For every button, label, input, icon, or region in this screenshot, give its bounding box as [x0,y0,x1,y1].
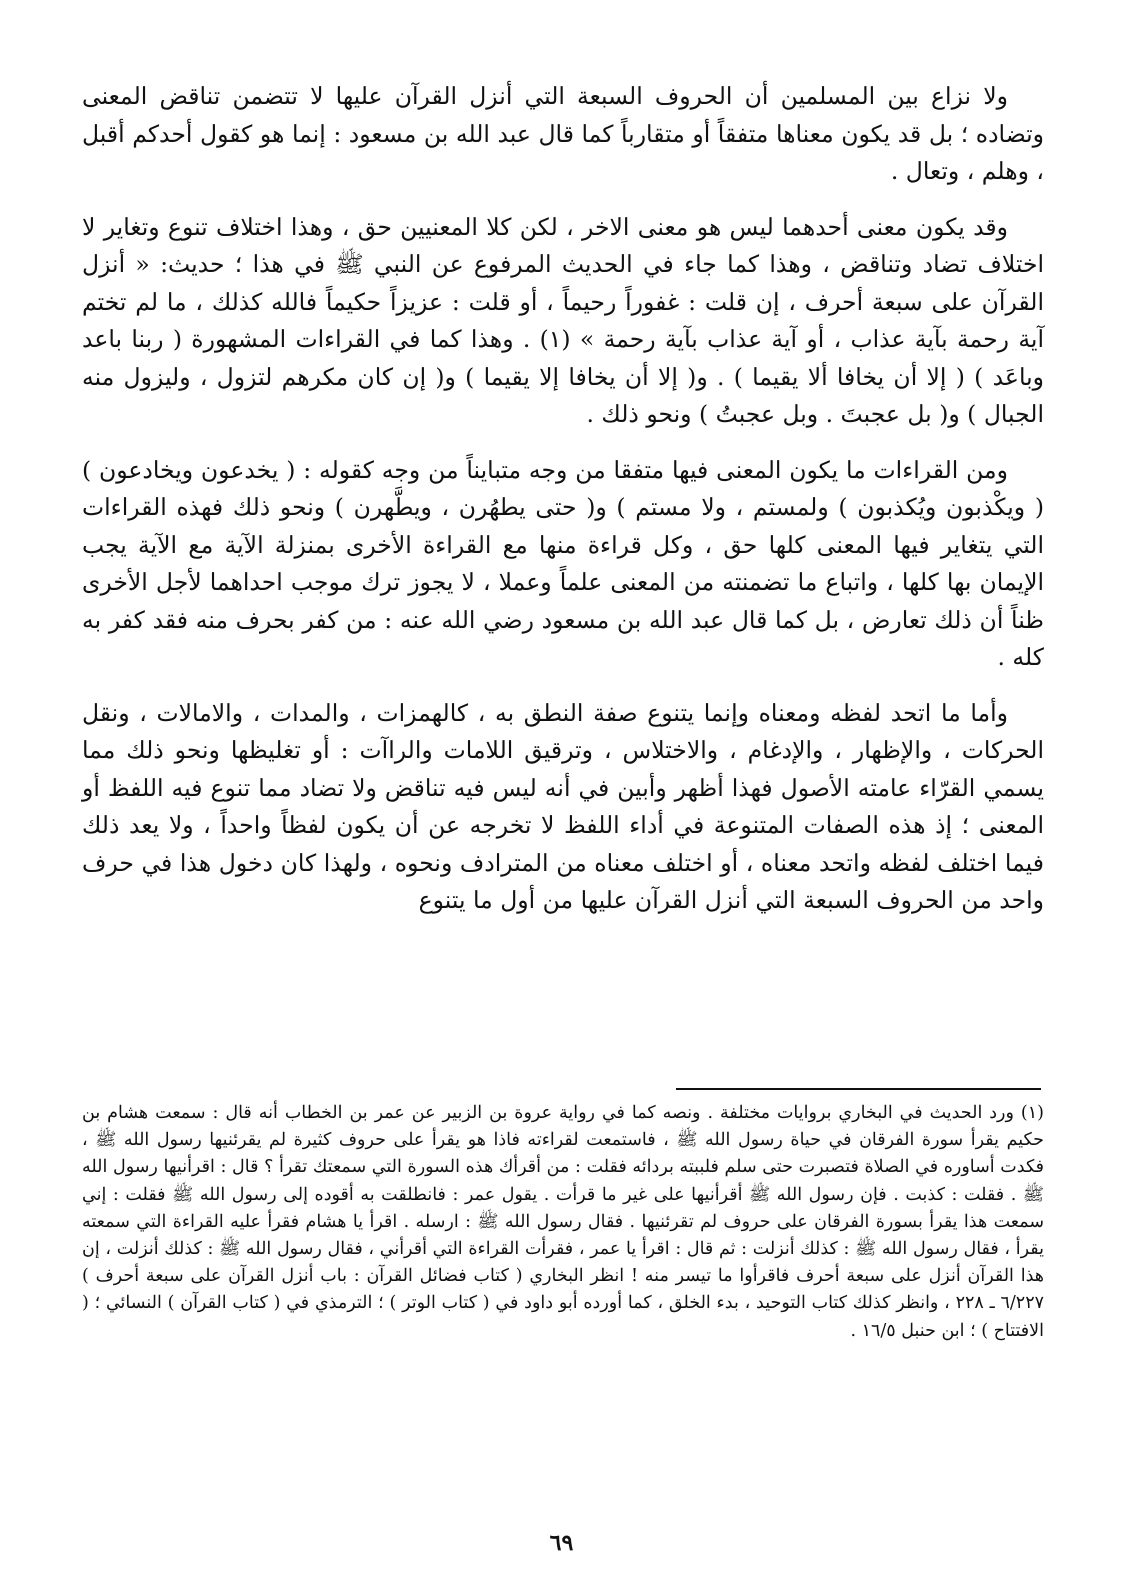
footnote-divider [676,1088,1041,1090]
paragraph-1: ولا نزاع بين المسلمين أن الحروف السبعة التي أنزل القرآن عليها لا تتضمن تناقض المعنى وتضاده ؛ بل قد يكون معناها متفقاً أو متقارباً كما قال عبد الله بن مسعود : إنما هو كقول أحدكم أقبل ، وهلم ، وتعال . [82,82,1044,185]
paragraph-3: ومن القراءات ما يكون المعنى فيها متفقا من وجه متبايناً من وجه كقوله : ( يخدعون ويخادعون ) ( ويكْذبون ويُكذبون ) ولمستم ، ولا مستم ) و( حتى يطهُرن ، ويطَّهرن ) ونحو ذلك فهذه القراءات التي يتغاير فيها المعنى كلها حق ، وكل قراءة منها مع القراءة الأخرى بمنزلة الآية مع الآية يجب الإيمان بها كلها ، واتباع ما تضمنته من المعنى علماً وعملا ، لا يجوز ترك موجب احداهما لأجل الأخرى ظناً أن ذلك تعارض ، بل كما قال عبد الله بن مسعود رضي الله عنه : من كفر بحرف منه فقد كفر به كله . [82,455,1044,671]
footnote-1: (١) ورد الحديث في البخاري بروايات مختلفة . ونصه كما في رواية عروة بن الزبير عن عمر بن الخطاب أنه قال : سمعت هشام بن حكيم يقرأ سورة الفرقان في حياة رسول الله ﷺ ، فاستمعت لقراءته فاذا هو يقرأ على حروف كثيرة لم يقرئنيها رسول الله ﷺ ، فكدت أساوره في الصلاة فتصبرت حتى سلم فلببته بردائه فقلت : من أقرأك هذه السورة التي سمعتك تقرأ ؟ قال : اقرأنيها رسول الله ﷺ . فقلت : كذبت . فإن رسول الله ﷺ أقرأنيها على غير ما قرأت . يقول عمر : فانطلقت به أقوده إلى رسول الله ﷺ فقلت : إني سمعت هذا يقرأ بسورة الفرقان على حروف لم تقرئنيها . فقال رسول الله ﷺ : ارسله . اقرأ يا هشام فقرأ عليه القراءة التي سمعته يقرأ ، فقال رسول الله ﷺ : كذلك أنزلت : ثم قال : اقرأ يا عمر ، فقرأت القراءة التي أقرأني ، فقال رسول الله ﷺ : كذلك أنزلت ، إن هذا القرآن أنزل على سبعة أحرف فاقرأوا ما تيسر منه ! انظر البخاري ( كتاب فضائل القرآن : باب أنزل القرآن على سبعة أحرف ) ٦/٢٢٧ ـ ٢٢٨ ، وانظر كذلك كتاب التوحيد ، بدء الخلق ، كما أورده أبو داود في ( كتاب الوتر ) ؛ الترمذي في ( كتاب القرآن ) النسائي ؛ ( الافتتاح ) ؛ ابن حنبل ١٦/٥ . [82,1103,1044,1341]
footnotes [82,1100,1044,1345]
paragraph-2: وقد يكون معنى أحدهما ليس هو معنى الاخر ، لكن كلا المعنيين حق ، وهذا اختلاف تنوع وتغاير لا اختلاف تضاد وتناقض ، وهذا كما جاء في الحديث المرفوع عن النبي ﷺ في هذا ؛ حديث: « أنزل القرآن على سبعة أحرف ، إن قلت : غفوراً رحيماً ، أو قلت : عزيزاً حكيماً فالله كذلك ، ما لم تختم آية رحمة بآية عذاب ، أو آية عذاب بآية رحمة » (١) . وهذا كما في القراءات المشهورة ( ربنا باعد وباعَد ) ( إلا أن يخافا ألا يقيما ) . و( إلا أن يخافا إلا يقيما ) و( إن كان مكرهم لتزول ، وليزول منه الجبال ) و( بل عجبتَ . وبل عجبتُ ) ونحو ذلك . [82,212,1044,428]
page-number: ٦٩ [549,1530,574,1556]
main-text [82,78,1044,938]
paragraph-4: وأما ما اتحد لفظه ومعناه وإنما يتنوع صفة النطق به ، كالهمزات ، والمدات ، والامالات ، ونقل الحركات ، والإظهار ، والإدغام ، والاختلاس ، وترقيق اللامات والراآت : أو تغليظها ونحو ذلك مما يسمي القرّاء عامته الأصول فهذا أظهر وأبين في أنه ليس فيه تناقض ولا تضاد مما تنوع فيه اللفظ أو المعنى ؛ إذ هذه الصفات المتنوعة في أداء اللفظ لا تخرجه عن أن يكون لفظاً واحداً ، ولا يعد ذلك فيما اختلف لفظه واتحد معناه ، أو اختلف معناه من المترادف ونحوه ، ولهذا كان دخول هذا في حرف واحد من الحروف السبعة التي أنزل القرآن عليها من أول ما يتنوع [82,698,1044,914]
